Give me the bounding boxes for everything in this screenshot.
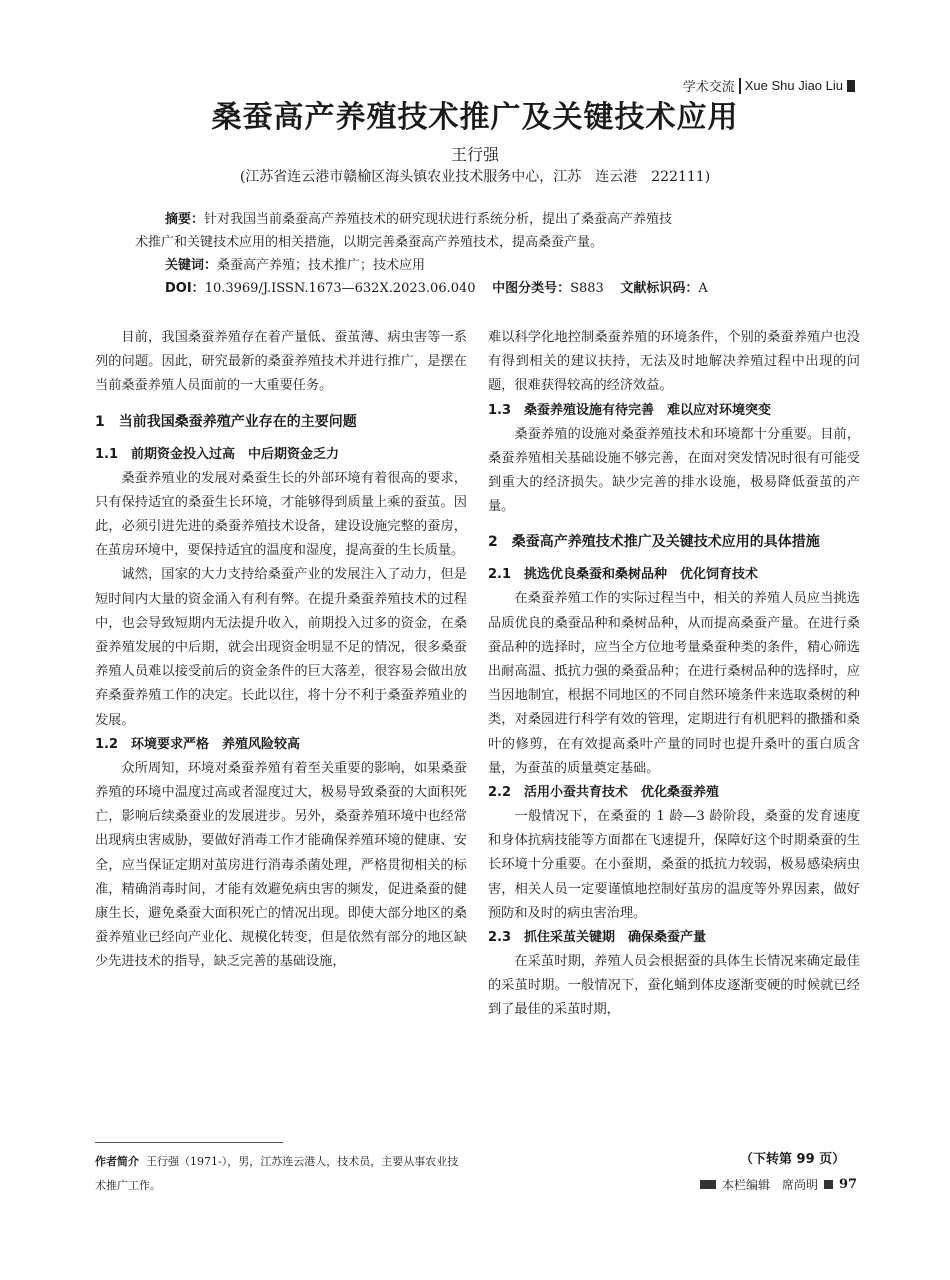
section-2-1-heading: 2.1 挑选优良桑蚕和桑树品种 优化饲育技术: [488, 567, 759, 583]
doccode-label: 文献标识码：: [620, 281, 699, 296]
abstract-block: [135, 208, 825, 300]
section-1-1-paragraph-a: 桑蚕养殖业的发展对桑蚕生长的外部环境有着很高的要求，只有保持适宜的桑蚕生长环境，才能够得到质量上乘的蚕茧。因此，必须引进先进的桑蚕养殖技术设备，建设设施完整的蚕房，在茧房环境中，要保持适宜的温度和湿度，提高蚕的生长质量。: [95, 470, 467, 559]
section-1-3-paragraph: 桑蚕养殖的设施对桑蚕养殖技术和环境都十分重要。目前，桑蚕养殖相关基础设施不够完善，在面对突发情况时很有可能受到重大的经济损失。缺少完善的排水设施，极易降低蚕茧的产量。: [488, 426, 860, 515]
doi-label: DOI：: [165, 281, 205, 296]
doccode-value: A: [698, 281, 708, 296]
section-name-pinyin: Xue Shu Jiao Liu: [744, 78, 843, 93]
footer-square-icon: [824, 1180, 833, 1189]
footnote-label: 作者简介: [95, 1155, 139, 1168]
section-2-heading: 2 桑蚕高产养殖技术推广及关键技术应用的具体措施: [488, 534, 820, 551]
section-2-1-paragraph: 在桑蚕养殖工作的实际过程当中，相关的养殖人员应当挑选品质优良的桑蚕品种和桑树品种，从而提高桑蚕产量。在进行桑蚕品种的选择时，应当全方位地考量桑蚕种类的条件，精心筛选出耐高温、抵抗力强的桑蚕品种；在进行桑树品种的选择时，应当因地制宜，根据不同地区的不同自然环境条件来选取桑树的种类，对桑园进行科学有效的管理，定期进行有机肥料的撒播和桑叶的修剪，在有效提高桑叶产量的同时也提升桑叶的蛋白质含量，为蚕茧的质量奠定基础。: [488, 591, 860, 776]
section-2-3-paragraph: 在采茧时期，养殖人员会根据蚕的具体生长情况来确定最佳的采茧时期。一般情况下，蚕化蛹到体皮逐渐变硬的时候就已经到了最佳的采茧时期，: [488, 954, 860, 1018]
abstract-line-1: [135, 208, 825, 231]
keywords-label: 关键词：: [165, 258, 218, 273]
abstract-text-2: 术推广和关键技术应用的相关措施，以期完善桑蚕高产养殖技术，提高桑蚕产量。: [135, 235, 604, 250]
section-1-heading: 1 当前我国桑蚕养殖产业存在的主要问题: [95, 413, 357, 430]
footnote-divider: [95, 1142, 283, 1143]
intro-paragraph: 目前，我国桑蚕养殖存在着产量低、蚕茧薄、病虫害等一系列的问题。因此，研究最新的桑蚕养殖技术并进行推广，是摆在当前桑蚕养殖人员面前的一大重要任务。: [95, 330, 467, 394]
author-footnote: [95, 1150, 467, 1198]
footer-block-icon: [700, 1180, 716, 1189]
column-editor: 本栏编辑 席尚明: [722, 1178, 819, 1192]
abstract-text-1: 针对我国当前桑蚕高产养殖技术的研究现状进行系统分析，提出了桑蚕高产养殖技: [204, 212, 673, 227]
keywords-row: [135, 254, 825, 277]
clc-label: 中图分类号：: [492, 281, 571, 296]
section-1-2-paragraph: 众所周知，环境对桑蚕养殖有着至关重要的影响，如果桑蚕养殖的环境中温度过高或者湿度过大，极易导致桑蚕的大面积死亡，影响后续桑蚕业的发展进步。另外，桑蚕养殖环境中也经常出现病虫害威胁，要做好消毒工作才能确保养殖环境的健康、安全，应当保证定期对茧房进行消毒杀菌处理，严格贯彻相关的标准，精确消毒时间，才能有效避免病虫害的频发，促进桑蚕的健康生长，避免桑蚕大面积死亡的情况出现。即使大部分地区的桑蚕养殖业已经向产业化、规模化转变，但是依然有部分的地区缺少先进技术的指导，缺乏完善的基础设施，: [95, 760, 467, 970]
header-square-icon: [847, 80, 855, 92]
continued-paragraph: 难以科学化地控制桑蚕养殖的环境条件，个别的桑蚕养殖户也没有得到相关的建议扶持，无法及时地解决养殖过程中出现的问题，很难获得较高的经济效益。: [488, 330, 860, 394]
section-1-2-heading: 1.2 环境要求严格 养殖风险较高: [95, 736, 301, 752]
section-1-1-heading: 1.1 前期资金投入过高 中后期资金乏力: [95, 446, 340, 462]
right-column: [488, 326, 860, 1023]
section-1-1-paragraph-b: 诚然，国家的大力支持给桑蚕产业的发展注入了动力，但是短时间内大量的资金涌入有利有弊。在提升桑蚕养殖技术的过程中，也会导致短期内无法提升收入，前期投入过多的资金，在桑蚕养殖发展的中后期，就会出现资金明显不足的情况，很多桑蚕养殖人员难以接受前后的资金条件的巨大落差，很容易会做出放弃桑蚕养殖工作的决定。长此以往，将十分不利于桑蚕养殖业的发展。: [95, 567, 467, 728]
left-column: [95, 326, 467, 975]
clc-value: S883: [570, 281, 604, 296]
page-footer: [700, 1176, 857, 1193]
abstract-label: 摘要：: [165, 212, 205, 227]
footnote-text: 王行强（1971-），男，江苏连云港人，技术员，主要从事农业技术推广工作。: [95, 1155, 459, 1192]
keywords-text: 桑蚕高产养殖；技术推广；技术应用: [217, 258, 426, 273]
doi-row: [135, 277, 825, 300]
section-name-cn: 学术交流: [682, 79, 735, 94]
page-number: 97: [839, 1177, 858, 1192]
author-affiliation: (江苏省连云港市赣榆区海头镇农业技术服务中心，江苏 连云港 222111): [239, 169, 711, 185]
section-2-2-heading: 2.2 活用小蚕共育技术 优化桑蚕养殖: [488, 785, 720, 801]
section-2-3-heading: 2.3 抓住采茧关键期 确保桑蚕产量: [488, 930, 707, 946]
section-1-3-heading: 1.3 桑蚕养殖设施有待完善 难以应对环境突变: [488, 402, 772, 418]
article-title: 桑蚕高产养殖技术推广及关键技术应用: [211, 100, 739, 135]
doi-value: 10.3969/J.ISSN.1673—632X.2023.06.040: [204, 281, 476, 296]
section-2-2-paragraph: 一般情况下，在桑蚕的 1 龄—3 龄阶段，桑蚕的发育速度和身体抗病技能等方面都在飞速提升，保障好这个时期桑蚕的生长环境十分重要。在小蚕期，桑蚕的抵抗力较弱，极易感染病虫害，相关人员一定要谨慎地控制好茧房的温度等外界因素，做好预防和及时的病虫害治理。: [488, 809, 860, 921]
continued-note: （下转第 99 页）: [740, 1152, 846, 1167]
author-name: 王行强: [450, 145, 499, 164]
